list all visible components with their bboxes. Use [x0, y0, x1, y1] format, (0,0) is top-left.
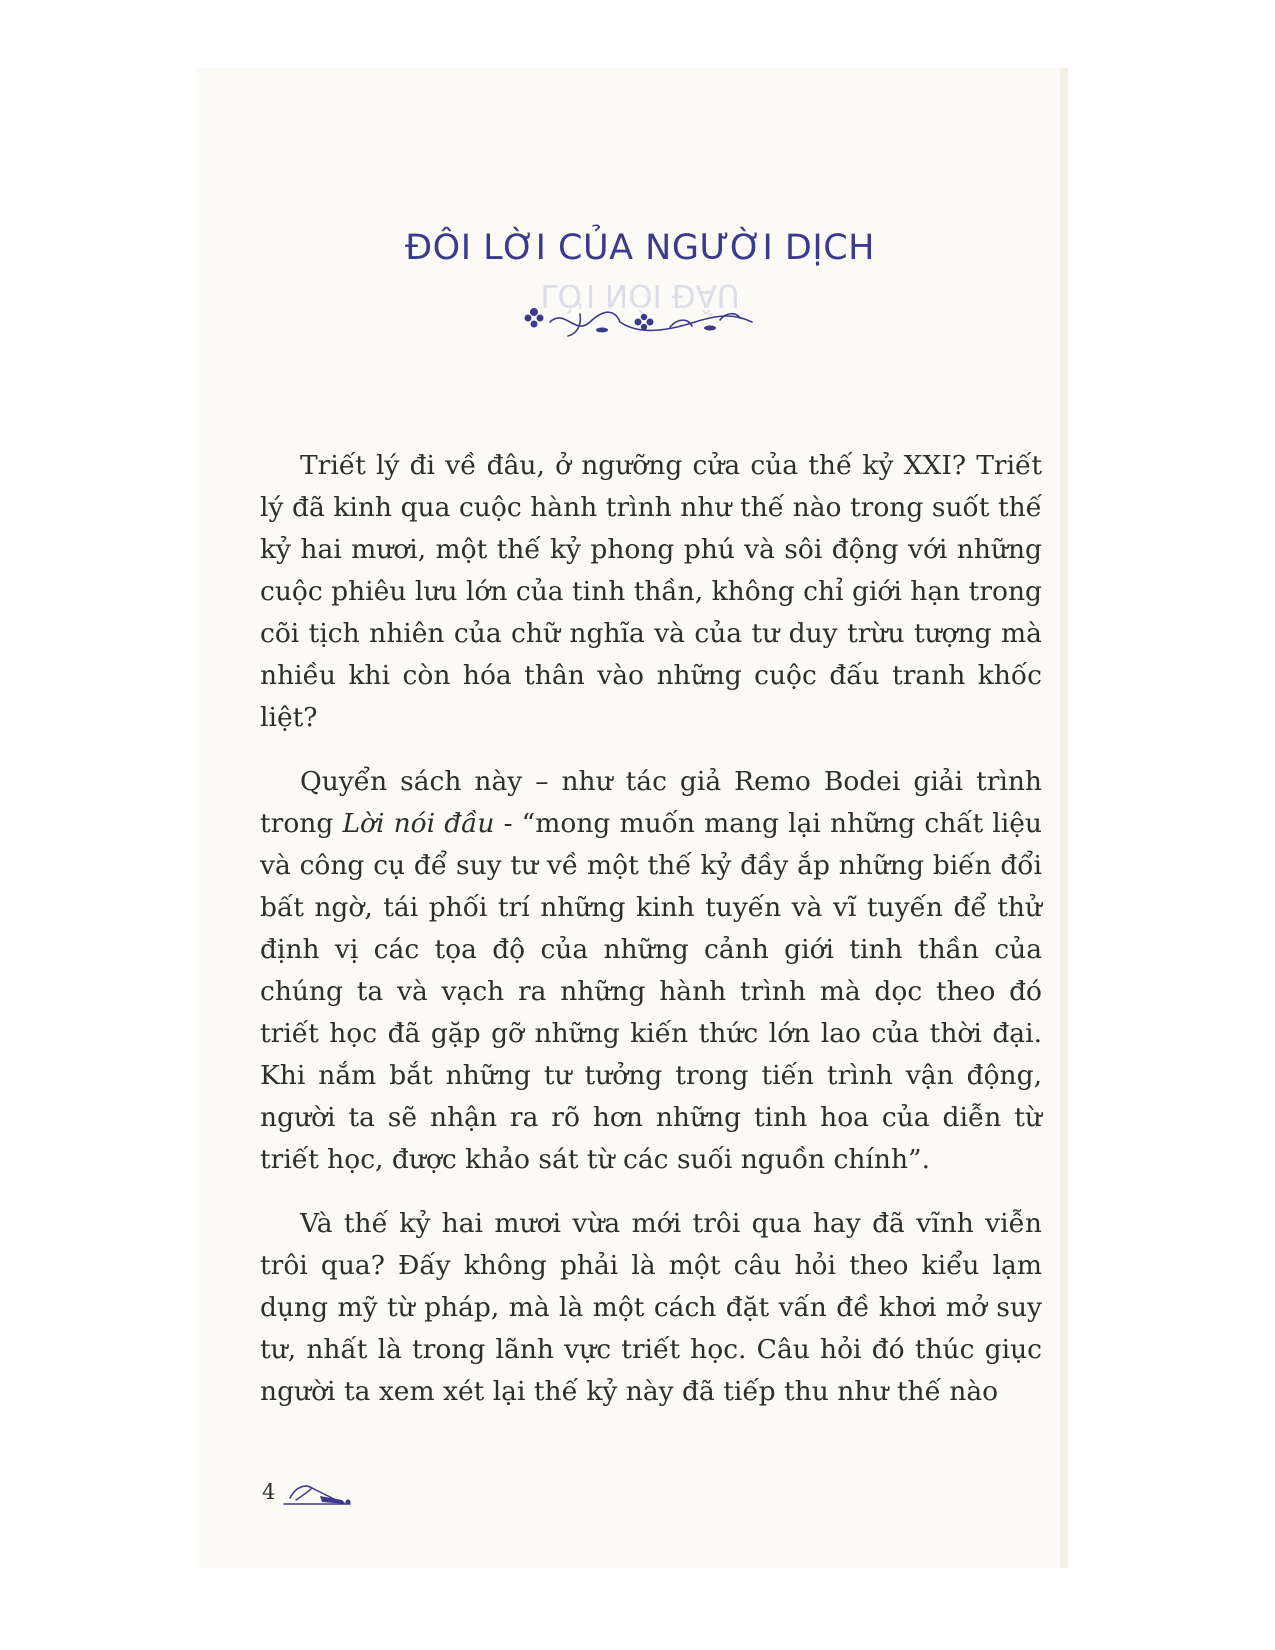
page-edge	[1060, 68, 1068, 1568]
body-text	[260, 445, 1042, 1435]
page-heading: ĐÔI LỜI CỦA NGƯỜI DỊCH	[405, 228, 875, 268]
paragraph-2-lead: Quyển sách này – như tác giả Remo Bodei giải trình trong	[260, 766, 1042, 839]
page-number: 4	[262, 1480, 276, 1504]
quill-pen-icon	[282, 1478, 354, 1508]
floral-vine-ornament-icon	[520, 300, 760, 344]
show-through-heading: LỜI NÓI ĐẦU	[540, 277, 740, 313]
preface-title: Lời nói đầu	[342, 808, 495, 839]
paragraph-1: Triết lý đi về đâu, ở ngưỡng cửa của thế kỷ XXI? Triết lý đã kinh qua cuộc hành trình như thế nào trong suốt thế kỷ hai mươi, một thế kỷ phong phú và sôi động với những cuộc phiêu lưu lớn của tinh thần, không chỉ giới hạn trong cõi tịch nhiên của chữ nghĩa và của tư duy trừu tượng mà nhiều khi còn hóa thân vào những cuộc đấu tranh khốc liệt?	[260, 450, 1042, 733]
paragraph-2-rest: - “mong muốn mang lại những chất liệu và công cụ để suy tư về một thế kỷ đầy ắp những biến đổi bất ngờ, tái phối trí những kinh tuyến và vĩ tuyến để thử định vị các tọa độ của những cảnh giới tinh thần của chúng ta và vạch ra những hành trình mà dọc theo đó triết học đã gặp gỡ những kiến thức lớn lao của thời đại. Khi nắm bắt những tư tưởng trong tiến trình vận động, người ta sẽ nhận ra rõ hơn những tinh hoa của diễn từ triết học, được khảo sát từ các suối nguồn chính”.	[260, 808, 1042, 1175]
paragraph-3: Và thế kỷ hai mươi vừa mới trôi qua hay đã vĩnh viễn trôi qua? Đấy không phải là một câu hỏi theo kiểu lạm dụng mỹ từ pháp, mà là một cách đặt vấn đề khơi mở suy tư, nhất là trong lãnh vực triết học. Câu hỏi đó thúc giục người ta xem xét lại thế kỷ này đã tiếp thu như thế nào	[260, 1208, 1042, 1407]
paragraph-2	[260, 761, 1042, 1181]
